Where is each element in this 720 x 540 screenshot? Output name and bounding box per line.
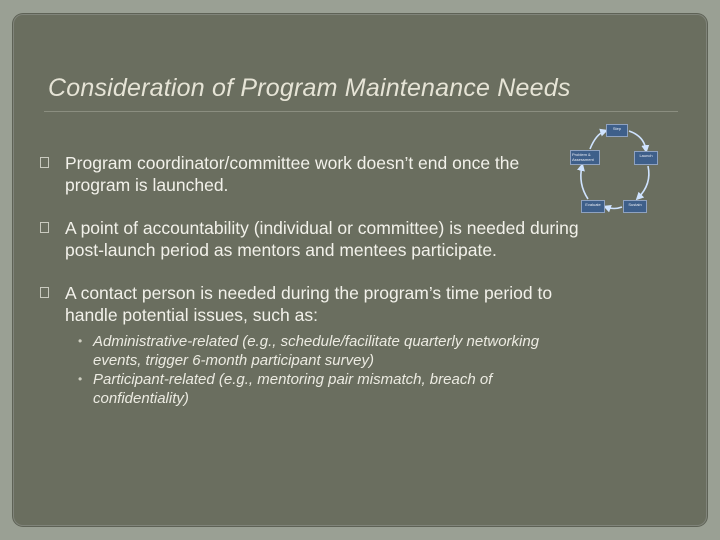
sub-bullet-text: Administrative-related (e.g., schedule/facilitate quarterly networking events, trigger 6-month participant survey): [93, 333, 540, 369]
cycle-arrow: [581, 166, 588, 199]
cycle-node: Launch: [634, 151, 658, 165]
cycle-diagram: [560, 118, 670, 226]
sub-bullet-item: [65, 370, 580, 408]
cycle-node: Evaluate: [581, 200, 605, 213]
cycle-node: Sustain: [623, 200, 647, 213]
bullet-item: [40, 217, 580, 261]
cycle-arrow: [606, 207, 622, 209]
slide-title: Consideration of Program Maintenance Needs: [48, 74, 571, 102]
cycle-node: Problem & Assessment: [570, 150, 600, 165]
sub-bullet-item: [65, 332, 580, 370]
cycle-arrow: [590, 131, 605, 149]
bullet-text: A contact person is needed during the program’s time period to handle potential issues, such as:: [65, 283, 553, 325]
bullet-text: Program coordinator/committee work doesn’t end once the program is launched.: [65, 153, 520, 195]
sub-bullet-dot-icon: •: [78, 334, 83, 348]
bullet-box-icon: [40, 157, 49, 168]
sub-bullet-text: Participant-related (e.g., mentoring pair mismatch, breach of confidentiality): [93, 371, 493, 407]
bullet-list: [40, 152, 580, 408]
cycle-arrow: [629, 131, 646, 150]
bullet-item: [40, 152, 580, 196]
title-divider: [44, 111, 678, 112]
bullet-text: A point of accountability (individual or committee) is needed during post-launch period as mentors and mentees participate.: [65, 218, 579, 260]
sub-bullet-dot-icon: •: [78, 372, 83, 386]
bullet-item: [40, 282, 580, 408]
sub-bullet-list: [65, 332, 580, 408]
cycle-node: Step: [606, 124, 628, 137]
bullet-box-icon: [40, 287, 49, 298]
bullet-box-icon: [40, 222, 49, 233]
cycle-arrow: [638, 166, 649, 198]
